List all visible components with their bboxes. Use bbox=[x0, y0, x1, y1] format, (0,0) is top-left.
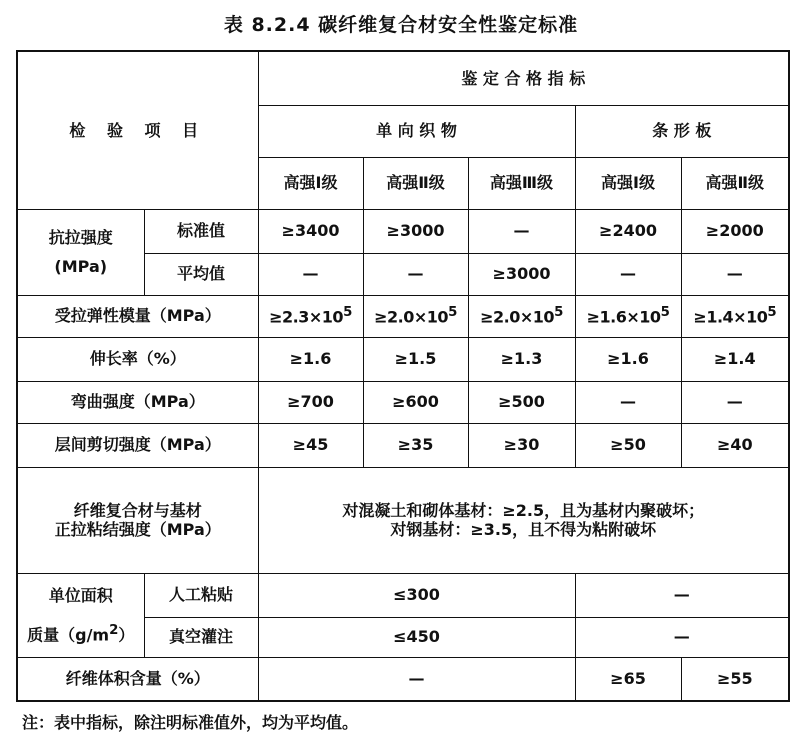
header-uni-cell bbox=[258, 105, 575, 157]
table-cell: ≥2000 bbox=[681, 209, 789, 253]
unit-mass-label-line2: 质量$(g/m^2)$ bbox=[27, 622, 135, 645]
table-cell: ≥2400 bbox=[575, 209, 681, 253]
unit-mass-label-line1: 单位面积 bbox=[48, 585, 113, 605]
table-cell: ≥65 bbox=[575, 657, 681, 701]
table-cell: — bbox=[363, 253, 468, 295]
unit-mass-manual-row bbox=[17, 573, 789, 617]
bond-label-line1: 纤维复合材与基材 bbox=[73, 500, 202, 520]
table-cell: — bbox=[258, 657, 575, 701]
header-uni-label: 单 向 织 物 bbox=[376, 121, 457, 141]
table-cell: ≥40 bbox=[681, 423, 789, 467]
table-cell: — bbox=[575, 253, 681, 295]
table-cell: ≥50 bbox=[575, 423, 681, 467]
table-cell: ≥55 bbox=[681, 657, 789, 701]
modulus-row bbox=[17, 295, 789, 337]
bond-text-line1: 对混凝土和砌体基材：≥2.5，且为基材内聚破坏； bbox=[342, 500, 705, 520]
header-qualified-label: 鉴 定 合 格 指 标 bbox=[461, 68, 586, 88]
shear-label: 层间剪切强度（MPa） bbox=[17, 423, 258, 467]
table-cell: ≥1.3 bbox=[468, 337, 575, 381]
table-cell: $\ge 2.0\times 10^5$ bbox=[468, 295, 575, 337]
table-cell: ≥3000 bbox=[363, 209, 468, 253]
modulus-label: 受拉弹性模量（MPa） bbox=[17, 295, 258, 337]
grade-cell: 高强Ⅱ级 bbox=[363, 157, 468, 209]
bond-label-cell bbox=[17, 467, 258, 573]
bond-label-line2: 正拉粘结强度（MPa） bbox=[54, 520, 221, 539]
table-cell: — bbox=[258, 253, 363, 295]
table-cell: $\ge 2.3\times 10^5$ bbox=[258, 295, 363, 337]
tensile-standard-label: 标准值 bbox=[144, 209, 258, 253]
elongation-row bbox=[17, 337, 789, 381]
grade-cell: 高强Ⅱ级 bbox=[681, 157, 789, 209]
bending-label: 弯曲强度（MPa） bbox=[17, 381, 258, 423]
header-item-label: 检 验 项 目 bbox=[69, 120, 207, 140]
manual-label: 人工粘贴 bbox=[144, 573, 258, 617]
tensile-average-label: 平均值 bbox=[144, 253, 258, 295]
table-title: 表 8.2.4 碳纤维复合材安全性鉴定标准 bbox=[223, 14, 579, 36]
table-cell: — bbox=[575, 381, 681, 423]
bond-row bbox=[17, 467, 789, 573]
table-cell: ≥3000 bbox=[468, 253, 575, 295]
table-cell: ≥35 bbox=[363, 423, 468, 467]
table-cell: — bbox=[575, 573, 789, 617]
table-cell: $\ge 2.0\times 10^5$ bbox=[363, 295, 468, 337]
tensile-label-cell bbox=[17, 209, 144, 295]
tensile-label-line1: 抗拉强度 bbox=[48, 227, 113, 247]
vacuum-label: 真空灌注 bbox=[144, 617, 258, 657]
table-cell: ≥3400 bbox=[258, 209, 363, 253]
tensile-standard-row bbox=[17, 209, 789, 253]
table-note: 注：表中指标，除注明标准值外，均为平均值。 bbox=[22, 713, 359, 732]
header-qualified-cell bbox=[258, 51, 789, 105]
header-strip-cell bbox=[575, 105, 789, 157]
table-cell: ≤300 bbox=[258, 573, 575, 617]
fiber-volume-row bbox=[17, 657, 789, 701]
table-cell: — bbox=[681, 381, 789, 423]
table-cell: ≥30 bbox=[468, 423, 575, 467]
bond-text-line2: 对钢基材：≥3.5，且不得为粘附破坏 bbox=[390, 520, 657, 539]
table-cell: ≥600 bbox=[363, 381, 468, 423]
table-cell: ≥1.5 bbox=[363, 337, 468, 381]
table-cell: ≥1.6 bbox=[575, 337, 681, 381]
header-item-cell bbox=[17, 51, 258, 209]
unit-mass-label-cell bbox=[17, 573, 144, 657]
tensile-label-line2: (MPa) bbox=[54, 257, 108, 276]
table-cell: ≤450 bbox=[258, 617, 575, 657]
header-row-1 bbox=[17, 51, 789, 105]
table-cell: — bbox=[681, 253, 789, 295]
table-cell: $\ge 1.6\times 10^5$ bbox=[575, 295, 681, 337]
table-cell: $\ge 1.4\times 10^5$ bbox=[681, 295, 789, 337]
table-cell: ≥1.6 bbox=[258, 337, 363, 381]
table-cell: ≥1.4 bbox=[681, 337, 789, 381]
shear-row bbox=[17, 423, 789, 467]
bond-text-cell bbox=[258, 467, 789, 573]
table-cell: — bbox=[468, 209, 575, 253]
table-cell: ≥500 bbox=[468, 381, 575, 423]
grade-cell: 高强Ⅰ级 bbox=[258, 157, 363, 209]
standards-table bbox=[16, 50, 790, 702]
table-cell: ≥45 bbox=[258, 423, 363, 467]
fiber-volume-label: 纤维体积含量（%） bbox=[17, 657, 258, 701]
table-cell: ≥700 bbox=[258, 381, 363, 423]
table-cell: — bbox=[575, 617, 789, 657]
bending-row bbox=[17, 381, 789, 423]
grade-cell: 高强Ⅲ级 bbox=[468, 157, 575, 209]
elongation-label: 伸长率（%） bbox=[17, 337, 258, 381]
header-strip-label: 条 形 板 bbox=[652, 121, 712, 141]
grade-cell: 高强Ⅰ级 bbox=[575, 157, 681, 209]
